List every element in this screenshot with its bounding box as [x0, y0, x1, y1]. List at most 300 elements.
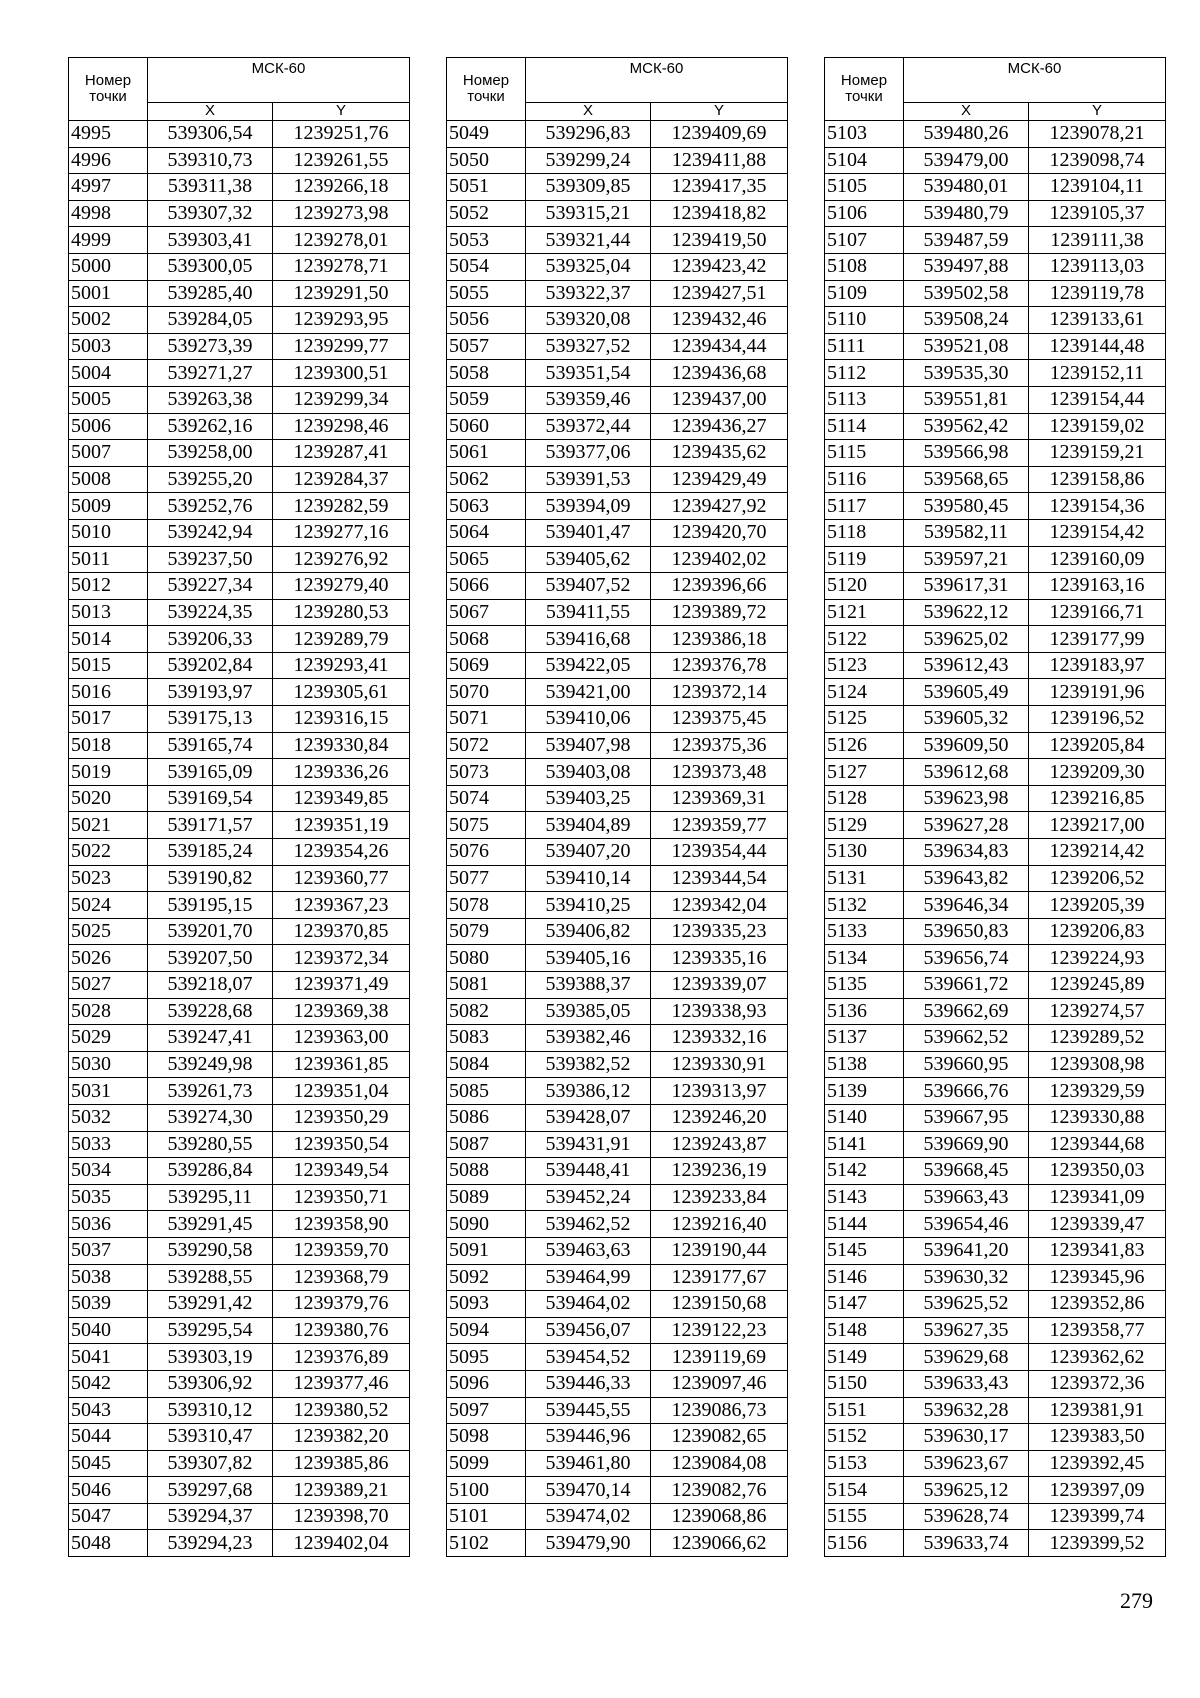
y-coordinate-cell: 1239214,42 [1029, 839, 1166, 866]
point-number-cell: 5129 [825, 812, 904, 839]
x-coordinate-cell: 539407,52 [526, 573, 651, 600]
table-row [69, 280, 410, 307]
table-row [825, 1370, 1166, 1397]
y-coordinate-cell: 1239436,27 [651, 413, 788, 440]
table-row [69, 493, 410, 520]
point-number-cell: 5010 [69, 519, 148, 546]
y-coordinate-cell: 1239397,09 [1029, 1477, 1166, 1504]
point-number-cell: 5117 [825, 493, 904, 520]
point-number-cell: 5024 [69, 892, 148, 919]
x-coordinate-cell: 539247,41 [148, 1025, 273, 1052]
point-number-cell: 5008 [69, 466, 148, 493]
x-coordinate-cell: 539641,20 [904, 1237, 1029, 1264]
table-row [447, 440, 788, 467]
table-row [447, 333, 788, 360]
table-row [447, 1051, 788, 1078]
table-row [447, 1450, 788, 1477]
point-number-cell: 5032 [69, 1104, 148, 1131]
table-row [447, 732, 788, 759]
y-coordinate-cell: 1239368,79 [273, 1264, 410, 1291]
x-coordinate-cell: 539310,73 [148, 147, 273, 174]
y-coordinate-cell: 1239206,52 [1029, 865, 1166, 892]
y-coordinate-cell: 1239371,49 [273, 972, 410, 999]
point-number-cell: 5116 [825, 466, 904, 493]
x-coordinate-cell: 539410,06 [526, 706, 651, 733]
y-coordinate-cell: 1239402,04 [273, 1530, 410, 1557]
y-coordinate-cell: 1239183,97 [1029, 652, 1166, 679]
y-coordinate-cell: 1239359,77 [651, 812, 788, 839]
table-row [447, 1211, 788, 1238]
point-number-cell: 5001 [69, 280, 148, 307]
table-row [447, 307, 788, 334]
point-number-cell: 5022 [69, 839, 148, 866]
point-number-cell: 5109 [825, 280, 904, 307]
point-number-cell: 5088 [447, 1158, 526, 1185]
point-number-cell: 5014 [69, 626, 148, 653]
point-number-cell: 5103 [825, 121, 904, 148]
table-row [69, 706, 410, 733]
table-row [447, 812, 788, 839]
y-coordinate-cell: 1239266,18 [273, 174, 410, 201]
point-number-cell: 5098 [447, 1424, 526, 1451]
y-coordinate-cell: 1239350,03 [1029, 1158, 1166, 1185]
point-number-cell: 5056 [447, 307, 526, 334]
point-number-cell: 5023 [69, 865, 148, 892]
table-row [825, 253, 1166, 280]
point-number-cell: 5115 [825, 440, 904, 467]
y-coordinate-cell: 1239082,76 [651, 1477, 788, 1504]
table-row [69, 1184, 410, 1211]
point-number-cell: 5135 [825, 972, 904, 999]
table-row [69, 1025, 410, 1052]
point-number-cell: 5110 [825, 307, 904, 334]
point-number-cell: 5077 [447, 865, 526, 892]
table-row [447, 1104, 788, 1131]
table-row [447, 599, 788, 626]
y-coordinate-cell: 1239423,42 [651, 253, 788, 280]
x-coordinate-cell: 539551,81 [904, 386, 1029, 413]
x-coordinate-cell: 539296,83 [526, 121, 651, 148]
y-coordinate-cell: 1239375,45 [651, 706, 788, 733]
y-coordinate-cell: 1239385,86 [273, 1450, 410, 1477]
y-coordinate-cell: 1239350,29 [273, 1104, 410, 1131]
point-number-cell: 5140 [825, 1104, 904, 1131]
point-number-cell: 5097 [447, 1397, 526, 1424]
y-coordinate-cell: 1239078,21 [1029, 121, 1166, 148]
y-coordinate-cell: 1239293,95 [273, 307, 410, 334]
x-coordinate-cell: 539185,24 [148, 839, 273, 866]
table-row [447, 785, 788, 812]
point-number-cell: 5102 [447, 1530, 526, 1557]
table-row [825, 1158, 1166, 1185]
x-coordinate-cell: 539462,52 [526, 1211, 651, 1238]
y-coordinate-cell: 1239373,48 [651, 759, 788, 786]
point-number-cell: 5149 [825, 1344, 904, 1371]
table-row [447, 626, 788, 653]
x-coordinate-cell: 539237,50 [148, 546, 273, 573]
x-coordinate-cell: 539291,45 [148, 1211, 273, 1238]
table-row [447, 200, 788, 227]
point-number-cell: 5038 [69, 1264, 148, 1291]
point-number-cell: 5145 [825, 1237, 904, 1264]
table-row [447, 865, 788, 892]
x-coordinate-cell: 539464,99 [526, 1264, 651, 1291]
point-number-cell: 5015 [69, 652, 148, 679]
x-coordinate-cell: 539171,57 [148, 812, 273, 839]
table-row [447, 1530, 788, 1557]
y-coordinate-cell: 1239349,85 [273, 785, 410, 812]
x-coordinate-cell: 539448,41 [526, 1158, 651, 1185]
y-coordinate-cell: 1239276,92 [273, 546, 410, 573]
table-row [447, 1291, 788, 1318]
table-row [69, 1397, 410, 1424]
y-coordinate-cell: 1239280,53 [273, 599, 410, 626]
point-number-cell: 5068 [447, 626, 526, 653]
point-number-cell: 5035 [69, 1184, 148, 1211]
x-coordinate-cell: 539295,54 [148, 1317, 273, 1344]
table-row [825, 865, 1166, 892]
y-coordinate-cell: 1239245,89 [1029, 972, 1166, 999]
point-number-cell: 5087 [447, 1131, 526, 1158]
point-number-cell: 5150 [825, 1370, 904, 1397]
y-coordinate-cell: 1239098,74 [1029, 147, 1166, 174]
table-row [825, 519, 1166, 546]
point-number-cell: 5146 [825, 1264, 904, 1291]
x-coordinate-cell: 539454,52 [526, 1344, 651, 1371]
point-number-cell: 5058 [447, 360, 526, 387]
point-number-cell: 5039 [69, 1291, 148, 1318]
point-number-cell: 5130 [825, 839, 904, 866]
y-coordinate-cell: 1239216,40 [651, 1211, 788, 1238]
table-row [69, 918, 410, 945]
point-number-cell: 5106 [825, 200, 904, 227]
point-number-cell: 5075 [447, 812, 526, 839]
point-number-cell: 5049 [447, 121, 526, 148]
point-number-cell: 5101 [447, 1503, 526, 1530]
x-coordinate-cell: 539480,79 [904, 200, 1029, 227]
y-coordinate-cell: 1239154,44 [1029, 386, 1166, 413]
point-number-cell: 5007 [69, 440, 148, 467]
table-row [825, 573, 1166, 600]
point-number-cell: 5104 [825, 147, 904, 174]
table-row [825, 1211, 1166, 1238]
y-coordinate-cell: 1239376,78 [651, 652, 788, 679]
point-number-cell: 5114 [825, 413, 904, 440]
table-row [69, 573, 410, 600]
point-number-cell: 5057 [447, 333, 526, 360]
x-coordinate-cell: 539407,20 [526, 839, 651, 866]
table-row [825, 1344, 1166, 1371]
x-coordinate-cell: 539306,54 [148, 121, 273, 148]
y-column-header: Y [651, 103, 788, 121]
y-coordinate-cell: 1239377,46 [273, 1370, 410, 1397]
point-number-cell: 5055 [447, 280, 526, 307]
y-coordinate-cell: 1239398,70 [273, 1503, 410, 1530]
table-row [825, 1025, 1166, 1052]
y-coordinate-cell: 1239399,52 [1029, 1530, 1166, 1557]
y-coordinate-cell: 1239349,54 [273, 1158, 410, 1185]
x-coordinate-cell: 539622,12 [904, 599, 1029, 626]
y-coordinate-cell: 1239375,36 [651, 732, 788, 759]
table-row [825, 1477, 1166, 1504]
x-coordinate-cell: 539502,58 [904, 280, 1029, 307]
table-row [69, 865, 410, 892]
table-row [447, 1477, 788, 1504]
table-row [447, 1370, 788, 1397]
y-coordinate-cell: 1239354,26 [273, 839, 410, 866]
y-coordinate-cell: 1239251,76 [273, 121, 410, 148]
point-number-cell: 5033 [69, 1131, 148, 1158]
table-row [69, 1264, 410, 1291]
table-row [69, 972, 410, 999]
table-row [447, 280, 788, 307]
x-coordinate-cell: 539227,34 [148, 573, 273, 600]
x-coordinate-cell: 539566,98 [904, 440, 1029, 467]
x-coordinate-cell: 539632,28 [904, 1397, 1029, 1424]
point-number-cell: 5118 [825, 519, 904, 546]
table-row [825, 599, 1166, 626]
y-coordinate-cell: 1239113,03 [1029, 253, 1166, 280]
x-coordinate-cell: 539327,52 [526, 333, 651, 360]
y-coordinate-cell: 1239159,21 [1029, 440, 1166, 467]
x-coordinate-cell: 539249,98 [148, 1051, 273, 1078]
table-row [825, 998, 1166, 1025]
x-coordinate-cell: 539422,05 [526, 652, 651, 679]
point-number-cell: 5090 [447, 1211, 526, 1238]
y-coordinate-cell: 1239261,55 [273, 147, 410, 174]
x-coordinate-cell: 539628,74 [904, 1503, 1029, 1530]
x-coordinate-cell: 539661,72 [904, 972, 1029, 999]
point-number-cell: 5064 [447, 519, 526, 546]
y-coordinate-cell: 1239419,50 [651, 227, 788, 254]
point-number-cell: 5122 [825, 626, 904, 653]
y-coordinate-cell: 1239330,91 [651, 1051, 788, 1078]
table-row [447, 493, 788, 520]
x-coordinate-cell: 539306,92 [148, 1370, 273, 1397]
table-row [825, 1078, 1166, 1105]
table-row [69, 121, 410, 148]
x-coordinate-cell: 539307,32 [148, 200, 273, 227]
y-coordinate-cell: 1239360,77 [273, 865, 410, 892]
coordinates-table-1 [68, 57, 410, 1557]
y-coordinate-cell: 1239437,00 [651, 386, 788, 413]
point-number-cell: 5142 [825, 1158, 904, 1185]
table-row [69, 599, 410, 626]
point-number-cell: 5040 [69, 1317, 148, 1344]
y-coordinate-cell: 1239417,35 [651, 174, 788, 201]
y-coordinate-cell: 1239154,36 [1029, 493, 1166, 520]
table-row [447, 1158, 788, 1185]
y-coordinate-cell: 1239435,62 [651, 440, 788, 467]
x-coordinate-cell: 539535,30 [904, 360, 1029, 387]
table-row [825, 918, 1166, 945]
x-coordinate-cell: 539386,12 [526, 1078, 651, 1105]
y-coordinate-cell: 1239066,62 [651, 1530, 788, 1557]
x-coordinate-cell: 539207,50 [148, 945, 273, 972]
x-coordinate-cell: 539280,55 [148, 1131, 273, 1158]
y-coordinate-cell: 1239273,98 [273, 200, 410, 227]
y-coordinate-cell: 1239345,96 [1029, 1264, 1166, 1291]
x-coordinate-cell: 539242,94 [148, 519, 273, 546]
y-coordinate-cell: 1239330,84 [273, 732, 410, 759]
table-row [825, 413, 1166, 440]
x-coordinate-cell: 539299,24 [526, 147, 651, 174]
x-coordinate-cell: 539609,50 [904, 732, 1029, 759]
point-number-cell: 5131 [825, 865, 904, 892]
table-body [447, 121, 788, 1557]
table-row [447, 945, 788, 972]
x-coordinate-cell: 539623,98 [904, 785, 1029, 812]
y-coordinate-cell: 1239246,20 [651, 1104, 788, 1131]
x-coordinate-cell: 539660,95 [904, 1051, 1029, 1078]
point-number-cell: 5085 [447, 1078, 526, 1105]
x-coordinate-cell: 539669,90 [904, 1131, 1029, 1158]
table-row [447, 918, 788, 945]
point-number-cell: 5080 [447, 945, 526, 972]
y-coordinate-cell: 1239289,79 [273, 626, 410, 653]
x-coordinate-cell: 539446,96 [526, 1424, 651, 1451]
point-number-cell: 5026 [69, 945, 148, 972]
y-coordinate-cell: 1239344,54 [651, 865, 788, 892]
x-coordinate-cell: 539394,09 [526, 493, 651, 520]
table-row [69, 1131, 410, 1158]
table-row [825, 1184, 1166, 1211]
y-coordinate-cell: 1239351,19 [273, 812, 410, 839]
y-coordinate-cell: 1239177,99 [1029, 626, 1166, 653]
x-coordinate-cell: 539300,05 [148, 253, 273, 280]
table-row [69, 227, 410, 254]
point-number-cell: 5148 [825, 1317, 904, 1344]
table-row [825, 1450, 1166, 1477]
x-coordinate-cell: 539274,30 [148, 1104, 273, 1131]
table-row [447, 972, 788, 999]
table-row [825, 732, 1166, 759]
x-coordinate-cell: 539452,24 [526, 1184, 651, 1211]
x-coordinate-cell: 539605,32 [904, 706, 1029, 733]
table-row [69, 360, 410, 387]
x-coordinate-cell: 539612,43 [904, 652, 1029, 679]
x-coordinate-cell: 539580,45 [904, 493, 1029, 520]
y-coordinate-cell: 1239119,78 [1029, 280, 1166, 307]
table-row [69, 998, 410, 1025]
y-coordinate-cell: 1239380,76 [273, 1317, 410, 1344]
y-coordinate-cell: 1239329,59 [1029, 1078, 1166, 1105]
x-coordinate-cell: 539315,21 [526, 200, 651, 227]
x-column-header: X [904, 103, 1029, 121]
point-number-cell: 5078 [447, 892, 526, 919]
point-number-cell: 5021 [69, 812, 148, 839]
table-row [69, 1158, 410, 1185]
table-row [825, 121, 1166, 148]
point-number-cell: 5154 [825, 1477, 904, 1504]
y-coordinate-cell: 1239299,77 [273, 333, 410, 360]
table-row [825, 466, 1166, 493]
x-coordinate-cell: 539303,19 [148, 1344, 273, 1371]
x-coordinate-cell: 539165,74 [148, 732, 273, 759]
y-coordinate-cell: 1239342,04 [651, 892, 788, 919]
x-coordinate-cell: 539668,45 [904, 1158, 1029, 1185]
table-row [69, 892, 410, 919]
table-row [69, 413, 410, 440]
table-row [447, 1503, 788, 1530]
table-row [825, 200, 1166, 227]
table-row [447, 759, 788, 786]
point-number-cell: 5096 [447, 1370, 526, 1397]
y-coordinate-cell: 1239308,98 [1029, 1051, 1166, 1078]
y-coordinate-cell: 1239313,97 [651, 1078, 788, 1105]
table-row [447, 253, 788, 280]
table-row [69, 812, 410, 839]
table-row [69, 307, 410, 334]
table-row [69, 386, 410, 413]
point-number-cell: 4996 [69, 147, 148, 174]
point-number-cell: 5045 [69, 1450, 148, 1477]
x-coordinate-cell: 539654,46 [904, 1211, 1029, 1238]
y-coordinate-cell: 1239370,85 [273, 918, 410, 945]
table-row [69, 1344, 410, 1371]
y-coordinate-cell: 1239392,45 [1029, 1450, 1166, 1477]
table-row [447, 1131, 788, 1158]
y-coordinate-cell: 1239224,93 [1029, 945, 1166, 972]
table-row [447, 706, 788, 733]
point-number-cell: 5095 [447, 1344, 526, 1371]
y-coordinate-cell: 1239111,38 [1029, 227, 1166, 254]
y-coordinate-cell: 1239298,46 [273, 413, 410, 440]
x-coordinate-cell: 539351,54 [526, 360, 651, 387]
point-number-cell: 5002 [69, 307, 148, 334]
x-coordinate-cell: 539630,17 [904, 1424, 1029, 1451]
coordinate-system-header: МСК-60 [148, 58, 410, 103]
y-coordinate-cell: 1239082,65 [651, 1424, 788, 1451]
y-coordinate-cell: 1239177,67 [651, 1264, 788, 1291]
table-row [447, 652, 788, 679]
x-coordinate-cell: 539446,33 [526, 1370, 651, 1397]
x-coordinate-cell: 539404,89 [526, 812, 651, 839]
table-row [447, 1264, 788, 1291]
y-coordinate-cell: 1239409,69 [651, 121, 788, 148]
table-row [447, 174, 788, 201]
y-column-header: Y [273, 103, 410, 121]
table-row [825, 679, 1166, 706]
point-number-cell: 5059 [447, 386, 526, 413]
table-row [825, 1131, 1166, 1158]
y-coordinate-cell: 1239300,51 [273, 360, 410, 387]
x-coordinate-cell: 539662,69 [904, 998, 1029, 1025]
table-row [69, 839, 410, 866]
x-coordinate-cell: 539627,28 [904, 812, 1029, 839]
point-number-cell: 5093 [447, 1291, 526, 1318]
table-row [69, 1291, 410, 1318]
point-number-cell: 5143 [825, 1184, 904, 1211]
x-coordinate-cell: 539663,43 [904, 1184, 1029, 1211]
y-coordinate-cell: 1239332,16 [651, 1025, 788, 1052]
x-coordinate-cell: 539294,37 [148, 1503, 273, 1530]
table-row [825, 440, 1166, 467]
x-coordinate-cell: 539508,24 [904, 307, 1029, 334]
y-coordinate-cell: 1239382,20 [273, 1424, 410, 1451]
y-coordinate-cell: 1239335,23 [651, 918, 788, 945]
x-coordinate-cell: 539169,54 [148, 785, 273, 812]
x-coordinate-cell: 539190,82 [148, 865, 273, 892]
x-coordinate-cell: 539311,38 [148, 174, 273, 201]
x-coordinate-cell: 539290,58 [148, 1237, 273, 1264]
y-coordinate-cell: 1239097,46 [651, 1370, 788, 1397]
y-coordinate-cell: 1239399,74 [1029, 1503, 1166, 1530]
point-number-cell: 5099 [447, 1450, 526, 1477]
table-row [69, 1051, 410, 1078]
point-number-cell: 5013 [69, 599, 148, 626]
point-number-cell: 4999 [69, 227, 148, 254]
